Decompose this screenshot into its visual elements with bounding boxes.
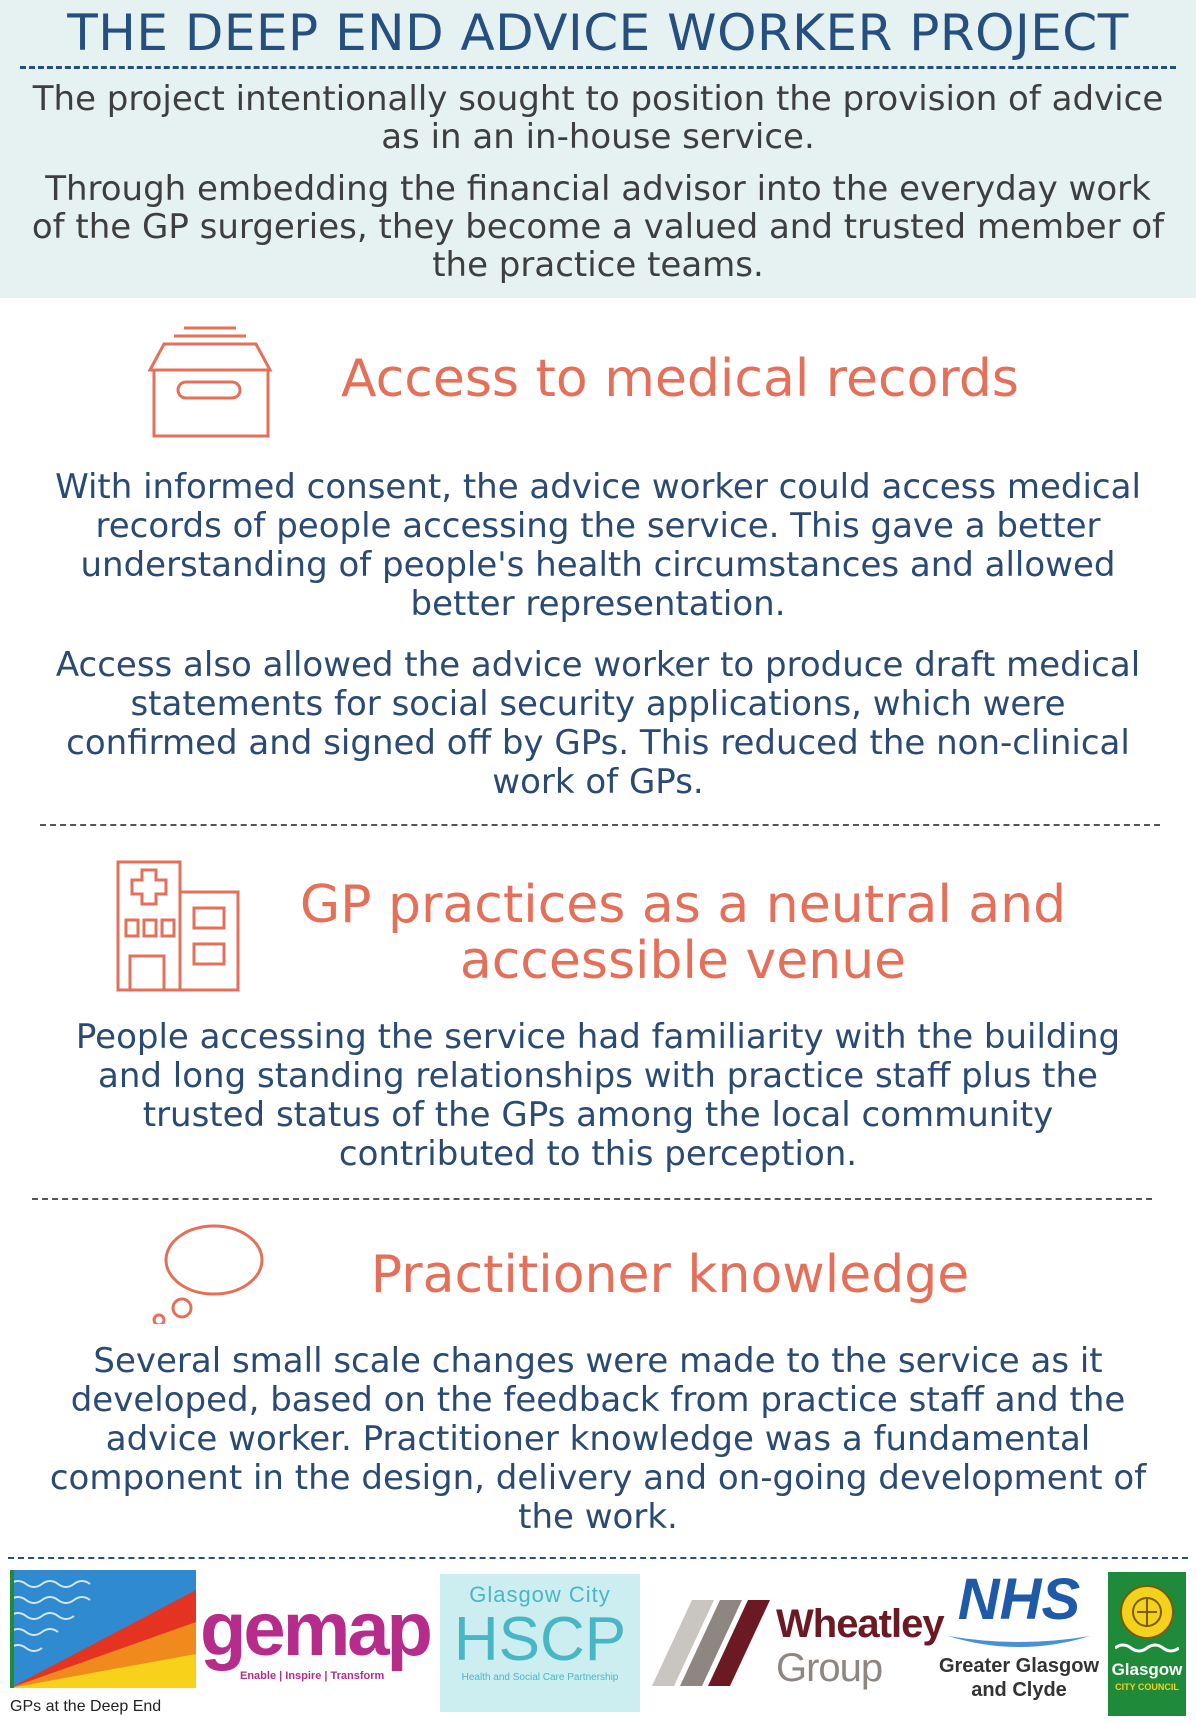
- nhs-subtitle-1: Greater Glasgow: [938, 1655, 1100, 1677]
- section-title-medical-records: Access to medical records: [340, 349, 1019, 409]
- section-title-line-2-neutral-venue: accessible venue: [459, 931, 907, 991]
- section-practitioner-knowledge-paragraph: Several small scale changes were made to the service as it developed, based on the feedback from practice staff and the advice worker. Practitioner knowledge was a fundamental component in the design, delivery and on-going development of the work.: [49, 1341, 1147, 1537]
- deep-end-logo: [10, 1570, 196, 1716]
- footer-divider: [8, 1557, 1188, 1559]
- glasgow-council-subtext: CITY COUNCIL: [1115, 1682, 1179, 1692]
- nhs-subtitle-2: and Clyde: [971, 1679, 1067, 1701]
- wheatley-group-text: Group: [776, 1646, 883, 1690]
- page-title: THE DEEP END ADVICE WORKER PROJECT: [67, 4, 1129, 62]
- hscp-logo: [440, 1574, 640, 1712]
- wheatley-logo: [652, 1600, 944, 1690]
- deep-end-wave-graphic: [10, 1570, 196, 1688]
- section-neutral-venue-paragraph: People accessing the service had familiarity with the building and long standing relationships with practice staff plus the trusted status of the GPs among the local community contributed to this perception.: [75, 1017, 1121, 1174]
- glasgow-city-council-logo: [1108, 1572, 1186, 1716]
- nhs-swoosh-graphic: [944, 1632, 1094, 1650]
- deep-end-logo-text: GPs at the Deep End: [10, 1698, 162, 1715]
- wheatley-stripes-graphic: [652, 1600, 770, 1686]
- hscp-sub-text: Health and Social Care Partnership: [461, 1672, 619, 1683]
- section-divider: [32, 1198, 1152, 1200]
- intro-paragraph-1: The project intentionally sought to position the provision of advice as in an in-house service.: [32, 79, 1164, 157]
- gemap-logo: [200, 1587, 436, 1700]
- archive-box-icon: [148, 322, 274, 440]
- section-medical-records-paragraph-2: Access also allowed the advice worker to produce draft medical statements for social security applications, which were confirmed and signed off by GPs. This reduced the non-clinical work of GPs.: [55, 645, 1141, 802]
- hscp-main-text: HSCP: [453, 1605, 627, 1674]
- section-divider: [40, 824, 1160, 826]
- wheatley-wordmark: Wheatley: [776, 1602, 944, 1646]
- glasgow-crest-icon: [1115, 1576, 1179, 1656]
- title-divider: [20, 66, 1176, 69]
- intro-paragraph-2: Through embedding the financial advisor into the everyday work of the GP surgeries, they become a valued and trusted member of the practice teams.: [31, 169, 1165, 285]
- hospital-building-icon: [116, 860, 240, 992]
- nhs-logo: [934, 1568, 1104, 1708]
- section-title-practitioner-knowledge: Practitioner knowledge: [370, 1245, 970, 1305]
- hscp-top-text: Glasgow City: [469, 1582, 611, 1607]
- header-banner: [0, 0, 1196, 298]
- glasgow-council-text: Glasgow: [1111, 1660, 1183, 1679]
- section-title-line-1-neutral-venue: GP practices as a neutral and: [299, 875, 1067, 935]
- gemap-wordmark: gemap: [200, 1587, 430, 1672]
- thought-bubble-icon: [150, 1222, 266, 1324]
- gemap-tagline: Enable | Inspire | Transform: [240, 1670, 385, 1682]
- section-medical-records-paragraph-1: With informed consent, the advice worker could access medical records of people accessing the service. This gave a better understanding of people's health circumstances and allowed better representation.: [55, 467, 1141, 624]
- nhs-wordmark: NHS: [957, 1567, 1081, 1632]
